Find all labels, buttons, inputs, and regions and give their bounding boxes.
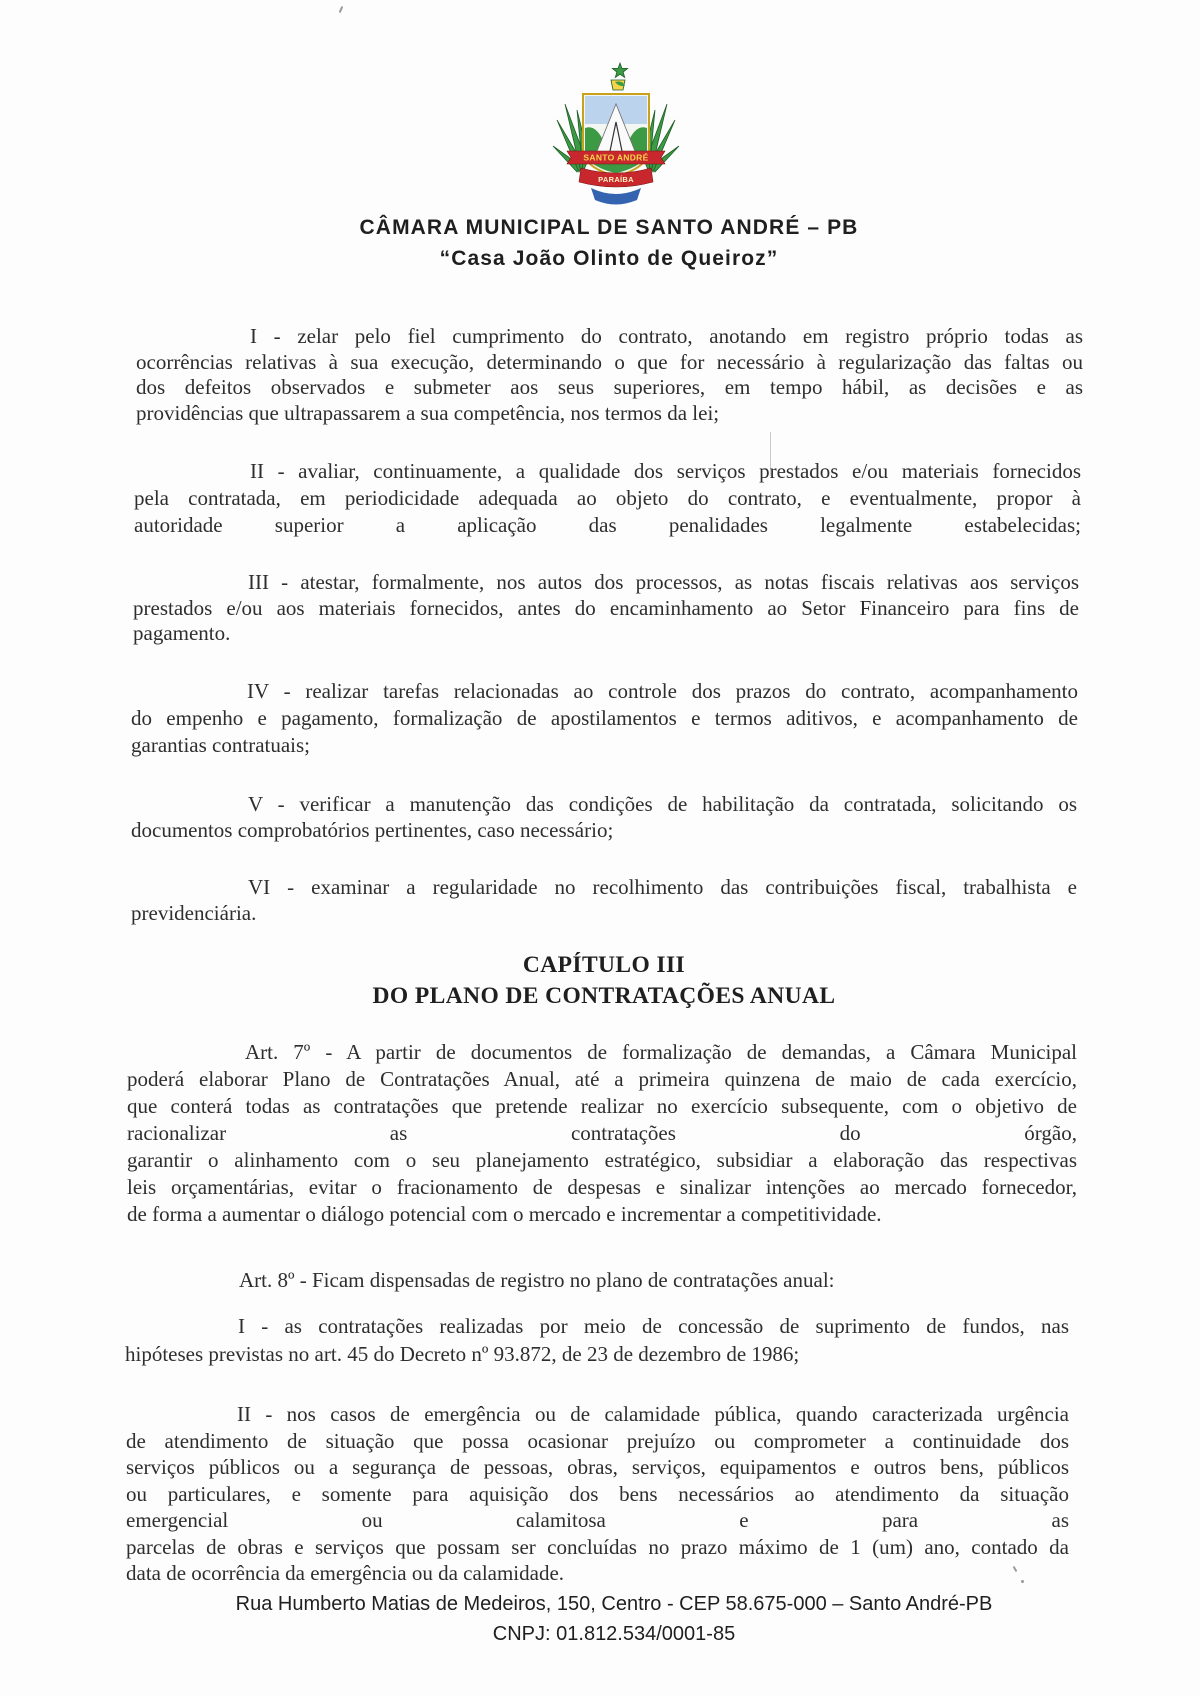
water-base-icon (591, 188, 641, 205)
article-7 (127, 1039, 1077, 1228)
page-footer (164, 1589, 1064, 1649)
text-line: do empenho e pagamento, formalização de apostilamentos e termos aditivos, e acompanhamento de (131, 706, 1078, 730)
text-line: II - nos casos de emergência ou de calamidade pública, quando caracterizada urgência (237, 1402, 1069, 1426)
text-line: racionalizar as contratações do órgão, (127, 1121, 1077, 1145)
text-line: ou particulares, e somente para aquisição dos bens necessários ao atendimento da situação (126, 1481, 1069, 1506)
text-line: III - atestar, formalmente, nos autos dos processos, as notas fiscais relativas aos serviços (248, 570, 1079, 594)
paragraph-item-i (136, 324, 1083, 426)
star-icon (612, 63, 627, 77)
text-line: parcelas de obras e serviços que possam ser concluídas no prazo máximo de 1 (um) ano, contado da (126, 1534, 1069, 1559)
chapter-title: DO PLANO DE CONTRATAÇÕES ANUAL (372, 983, 836, 1009)
chapter-number: CAPÍTULO III (522, 952, 686, 978)
letterhead-title: CÂMARA MUNICIPAL DE SANTO ANDRÉ – PB (359, 216, 859, 239)
text-line: de forma a aumentar o diálogo potencial com o mercado e incrementar a competitividade. (127, 1202, 882, 1226)
text-line: emergencial ou calamitosa e para as (126, 1508, 1069, 1532)
text-line: serviços públicos ou a segurança de pessoas, obras, serviços, equipamentos e outros bens, públicos (126, 1455, 1069, 1479)
text-line: prestados e/ou aos materiais fornecidos, antes do encaminhamento ao Setor Financeiro para fins de (133, 595, 1079, 620)
text-line: autoridade superior a aplicação das penalidades legalmente estabelecidas; (134, 513, 1081, 537)
text-line: de atendimento de situação que possa ocasionar prejuízo ou comprometer a continuidade dos (126, 1428, 1069, 1453)
text-line: leis orçamentárias, evitar o fracionamento de despesas e sinalizar intenções ao mercado fornecedor, (127, 1175, 1077, 1199)
text-line: garantias contratuais; (131, 733, 311, 757)
text-line: pela contratada, em periodicidade adequada ao objeto do contrato, e eventualmente, propor à (134, 486, 1081, 510)
coat-of-arms-icon (551, 60, 681, 210)
text-line: I - as contratações realizadas por meio de concessão de suprimento de fundos, nas (238, 1314, 1069, 1338)
text-line: dos defeitos observados e submeter aos seus superiores, em tempo hábil, as decisões e as (136, 375, 1083, 399)
ribbon-bottom-text: PARAÍBA (598, 175, 634, 184)
text-line: previdenciária. (131, 900, 257, 925)
text-line: pagamento. (133, 621, 231, 645)
paragraph-item-vi (131, 875, 1077, 926)
text-line: ocorrências relativas à sua execução, determinando o que for necessário à regularização das faltas ou (136, 349, 1083, 374)
paragraph-item-iii (133, 570, 1079, 647)
article-8-caput (127, 1267, 1077, 1293)
paragraph-item-v (131, 792, 1077, 843)
text-line: poderá elaborar Plano de Contratações Anual, até a primeira quinzena de maio de cada exercício, (127, 1067, 1077, 1091)
footer-cnpj: CNPJ: 01.812.534/0001-85 (492, 1623, 736, 1645)
paragraph-item-ii (134, 458, 1081, 539)
text-line: I - zelar pelo fiel cumprimento do contrato, anotando em registro próprio todas as (250, 324, 1083, 348)
article-8-item-ii (126, 1401, 1069, 1587)
text-line: V - verificar a manutenção das condições de habilitação da contratada, solicitando os (248, 792, 1077, 816)
letterhead-subtitle: “Casa João Olinto de Queiroz” (439, 247, 779, 270)
text-line: II - avaliar, continuamente, a qualidade dos serviços prestados e/ou materiais fornecidos (250, 459, 1081, 483)
letterhead (159, 212, 1059, 274)
ribbon-top-text: SANTO ANDRÉ (583, 152, 649, 163)
text-line: Art. 7º - A partir de documentos de formalização de demandas, a Câmara Municipal (245, 1040, 1077, 1064)
text-line: data de ocorrência da emergência ou da calamidade. (126, 1561, 565, 1585)
text-line: VI - examinar a regularidade no recolhimento das contribuições fiscal, trabalhista e (248, 875, 1077, 899)
text-line: Art. 8º - Ficam dispensadas de registro no plano de contratações anual: (239, 1268, 835, 1292)
text-line: documentos comprobatórios pertinentes, caso necessário; (131, 817, 614, 842)
text-line: IV - realizar tarefas relacionadas ao controle dos prazos do contrato, acompanhamento (247, 679, 1078, 703)
scan-artifact (339, 6, 344, 13)
crest-icon (611, 80, 625, 90)
article-8-item-i (125, 1312, 1069, 1368)
paragraph-item-iv (131, 678, 1078, 759)
text-line: providências que ultrapassarem a sua competência, nos termos da lei; (136, 400, 720, 425)
text-line: garantir o alinhamento com o seu planejamento estratégico, subsidiar a elaboração das respectivas (127, 1148, 1077, 1172)
footer-address: Rua Humberto Matias de Medeiros, 150, Centro - CEP 58.675-000 – Santo André-PB (235, 1593, 993, 1615)
text-line: que conterá todas as contratações que pretende realizar no exercício subsequente, com o objetivo de (127, 1094, 1077, 1118)
text-line: hipóteses previstas no art. 45 do Decreto nº 93.872, de 23 de dezembro de 1986; (125, 1342, 800, 1366)
